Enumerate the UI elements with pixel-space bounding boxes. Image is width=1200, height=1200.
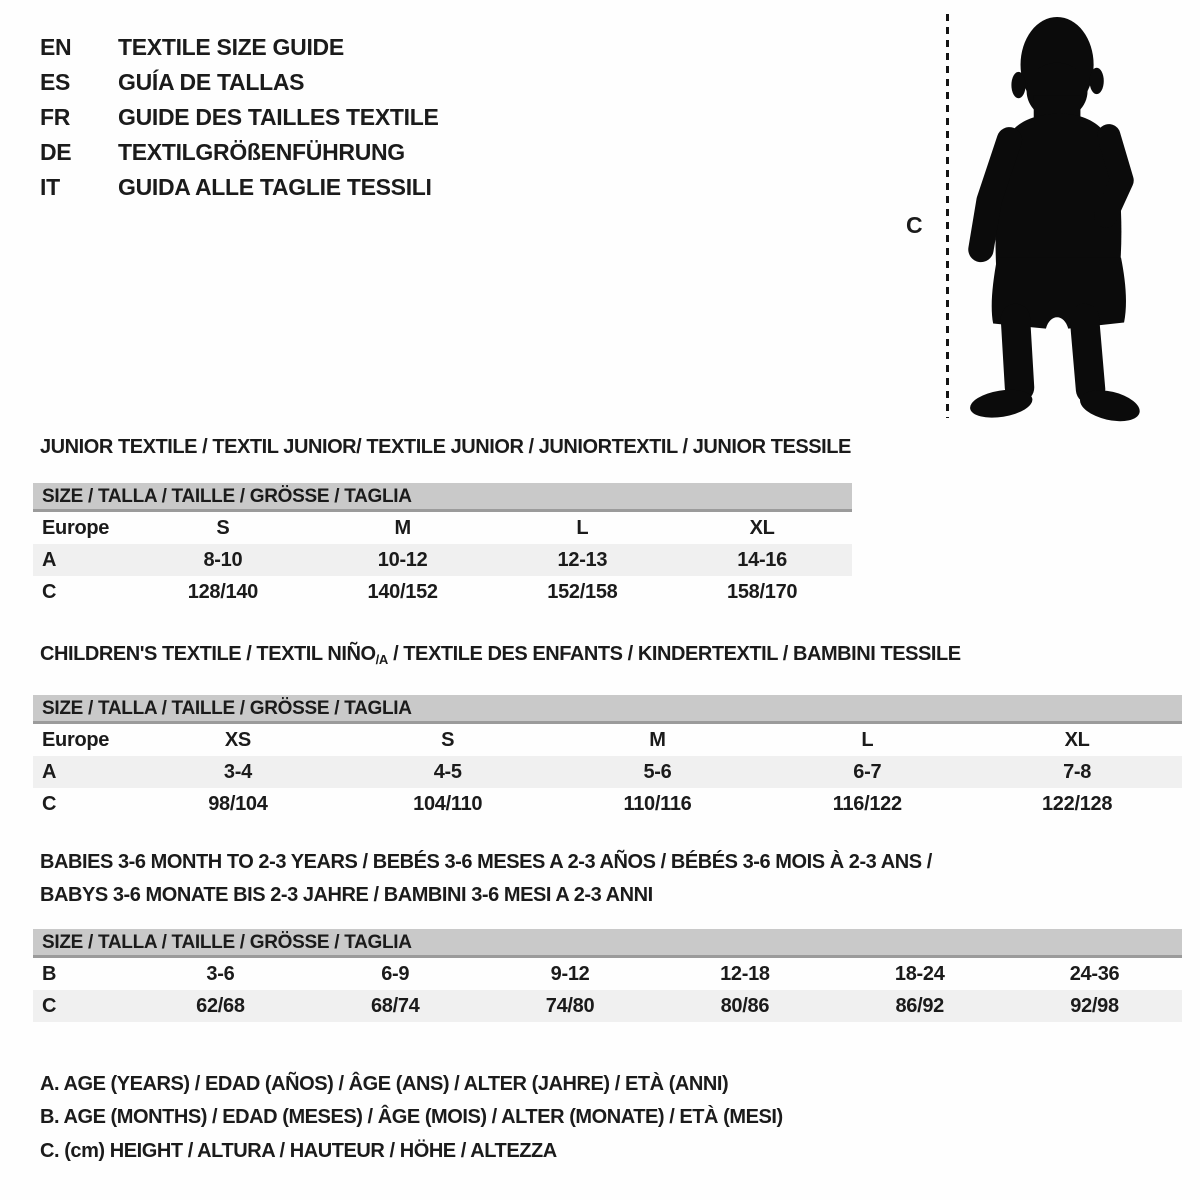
height-cell: 98/104 [208,792,268,815]
height-cell: 122/128 [1041,792,1113,815]
height-cell: 158/170 [727,580,798,603]
babies-section-title-line2: BABYS 3-6 MONATE BIS 2-3 JAHRE / BAMBINI 3-6 MESI A 2-3 ANNI [40,884,653,906]
age-cell: 6-9 [381,962,410,985]
size-cell: XL [749,516,775,539]
legend-line-b: B. AGE (MONTHS) / EDAD (MESES) / ÂGE (MOIS) / ALTER (MONATE) / ETÀ (MESI) [40,1106,783,1128]
toddler-silhouette-icon [960,16,1144,422]
language-label: GUIDA ALLE TAGLIE TESSILI [118,174,432,200]
age-cell: 10-12 [377,548,428,571]
language-label: TEXTILE SIZE GUIDE [118,34,344,60]
table-row-europe [33,512,852,544]
language-label: GUIDE DES TAILLES TEXTILE [118,104,439,130]
height-cell: 110/116 [623,792,692,815]
age-cell: 4-5 [433,760,462,783]
height-cell: 62/68 [196,994,245,1017]
size-cell: L [861,728,874,751]
height-cell: 86/92 [895,994,944,1017]
legend-line-c: C. (cm) HEIGHT / ALTURA / HAUTEUR / HÖHE / ALTEZZA [40,1140,557,1162]
size-cell: XL [1064,728,1090,751]
language-label: GUÍA DE TALLAS [118,69,305,95]
table-row-height [33,788,1182,820]
babies-section-title-line1: BABIES 3-6 MONTH TO 2-3 YEARS / BEBÉS 3-6 MESES A 2-3 AÑOS / BÉBÉS 3-6 MOIS À 2-3 ANS / [40,851,932,873]
language-row-de [40,135,439,170]
junior-section-title: JUNIOR TEXTILE / TEXTIL JUNIOR/ TEXTILE JUNIOR / JUNIORTEXTIL / JUNIOR TESSILE [40,436,851,458]
height-cell: 80/86 [720,994,770,1017]
height-cell: 74/80 [545,994,595,1017]
language-code: DE [40,139,72,165]
age-cell: 18-24 [894,962,945,985]
children-size-table [33,695,1182,820]
age-cell: 3-6 [206,962,235,985]
height-cell: 128/140 [187,580,258,603]
row-label-cell: C [42,792,57,815]
height-cell: 116/122 [832,792,902,815]
height-cell: 104/110 [413,792,483,815]
size-table-header-bar: SIZE / TALLA / TAILLE / GRÖSSE / TAGLIA [33,695,1182,724]
language-row-en [40,30,439,65]
age-cell: 3-4 [223,760,252,783]
size-cell: M [394,516,411,539]
language-code: EN [40,34,72,60]
age-cell: 24-36 [1069,962,1120,985]
row-label-cell: Europe [42,516,110,539]
size-table-header-bar: SIZE / TALLA / TAILLE / GRÖSSE / TAGLIA [33,929,1182,958]
table-row-height [33,576,852,608]
children-section-title [40,643,961,666]
size-cell: XS [224,728,251,751]
height-cell: 92/98 [1070,994,1119,1017]
table-row-age [33,544,852,576]
language-title-list [40,30,439,205]
junior-size-table [33,483,852,608]
language-row-it [40,170,439,205]
age-cell: 7-8 [1063,760,1092,783]
language-row-fr [40,100,439,135]
size-table-header-bar: SIZE / TALLA / TAILLE / GRÖSSE / TAGLIA [33,483,852,512]
children-title-text: CHILDREN'S TEXTILE / TEXTIL NIÑO [40,643,376,665]
language-code: ES [40,69,71,95]
babies-size-table [33,929,1182,1022]
legend-line-a: A. AGE (YEARS) / EDAD (AÑOS) / ÂGE (ANS) / ALTER (JAHRE) / ETÀ (ANNI) [40,1073,729,1095]
height-cell: 152/158 [547,580,618,603]
children-title-text: / TEXTILE DES ENFANTS / KINDERTEXTIL / BAMBINI TESSILE [387,643,961,665]
row-label-cell: A [42,760,57,783]
row-label-cell: C [42,580,57,603]
age-cell: 9-12 [550,962,590,985]
table-row-height [33,990,1182,1022]
height-measure-dashed-line [946,14,949,418]
size-cell: S [216,516,230,539]
row-label-cell: A [42,548,57,571]
table-row-age-months [33,958,1182,990]
language-label: TEXTILGRÖßENFÜHRUNG [118,139,405,165]
row-label-cell: C [42,994,57,1017]
row-label-cell: B [42,962,57,985]
row-label-cell: Europe [42,728,110,751]
age-cell: 5-6 [643,760,672,783]
height-cell: 140/152 [367,580,438,603]
table-row-age [33,756,1182,788]
age-cell: 12-18 [720,962,770,985]
language-code: FR [40,104,71,130]
table-row-europe [33,724,1182,756]
age-cell: 12-13 [557,548,608,571]
age-cell: 8-10 [203,548,243,571]
size-cell: L [576,516,589,539]
children-title-subscript: /A [375,652,388,667]
height-measure-label: C [906,212,923,238]
language-row-es [40,65,439,100]
size-cell: M [649,728,666,751]
height-cell: 68/74 [370,994,420,1017]
language-code: IT [40,174,60,200]
age-cell: 6-7 [853,760,882,783]
size-cell: S [441,728,455,751]
age-cell: 14-16 [737,548,787,571]
